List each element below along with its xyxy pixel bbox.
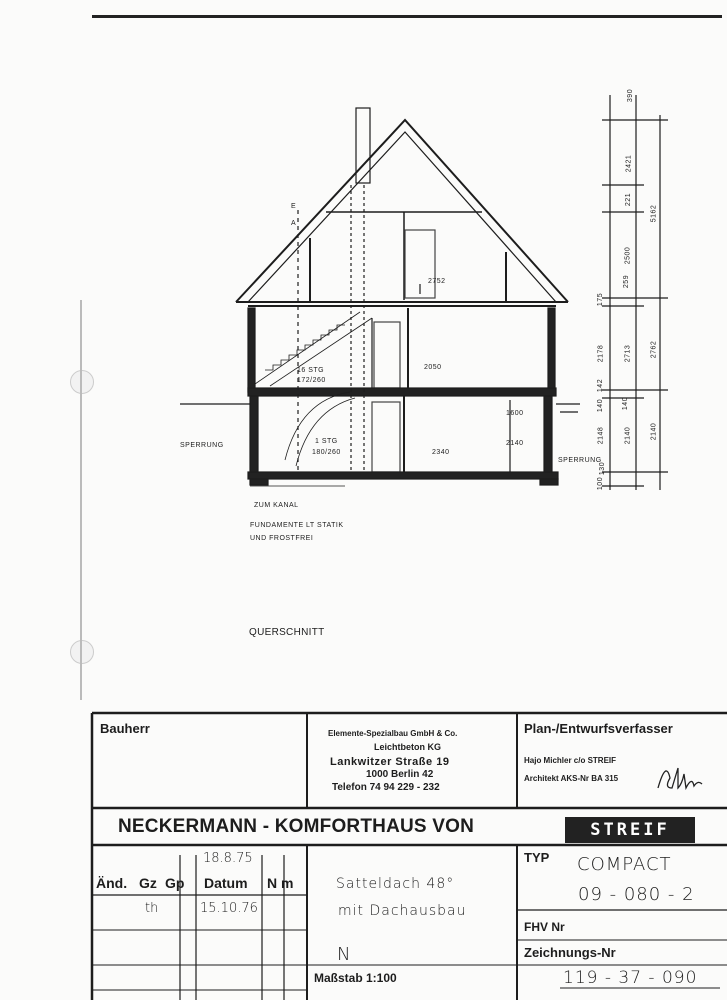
dim-far-7: 175	[597, 292, 605, 307]
roof-extension: mit Dachausbau	[338, 903, 467, 919]
massstab: Maßstab 1:100	[314, 971, 397, 985]
roof-description: Satteldach 48°	[336, 876, 455, 892]
fundamente-note-2: UND FROSTFREI	[250, 535, 314, 542]
label-a: A	[291, 220, 297, 227]
col-datum: Datum	[204, 875, 248, 891]
dim-far-2: 221	[625, 192, 633, 207]
dim-far-3: 5162	[650, 204, 658, 223]
streif-logo: STREIF	[565, 817, 695, 843]
col-aenderung: Änd.	[96, 875, 128, 891]
bauherr-label: Bauherr	[100, 721, 150, 736]
room-lower-height: 2340	[432, 449, 450, 456]
room-upper-height: 2050	[424, 364, 442, 371]
zeichnungs-label: Zeichnungs-Nr	[524, 945, 616, 960]
company-line-4: 1000 Berlin 42	[366, 769, 434, 780]
zeichnungs-value: 119 - 37 - 090	[563, 968, 698, 988]
sperrung-right: SPERRUNG	[558, 457, 602, 464]
row2-date: 15.10.76	[200, 901, 258, 916]
drawing-title: QUERSCHNITT	[249, 627, 325, 638]
dim-far-8: 2178	[597, 344, 605, 363]
stair-lower-steps: 1 STG	[315, 438, 338, 445]
company-line-1: Elemente-Spezialbau GmbH & Co.	[328, 729, 458, 738]
typ-number: 09 - 080 - 2	[578, 884, 695, 905]
dim-far-10: 142	[597, 378, 605, 393]
col-gp: Gp	[165, 875, 185, 891]
dim-far-12: 2140	[650, 422, 658, 441]
north-mark: N	[337, 944, 351, 965]
dim-far-11: 140	[622, 396, 630, 411]
dim-far-16: 130	[599, 461, 607, 476]
zum-kanal: ZUM KANAL	[254, 502, 299, 509]
dim-far-6: 2762	[650, 340, 658, 359]
stair-lower-ratio: 180/260	[312, 449, 341, 456]
fundamente-note-1: FUNDAMENTE LT STATIK	[250, 522, 344, 529]
company-line-2: Leichtbeton KG	[374, 742, 441, 752]
dim-far-14: 140	[597, 398, 605, 413]
lower-dim-a: 2140	[506, 440, 524, 447]
plan-label: Plan-/Entwurfsverfasser	[524, 721, 673, 736]
dim-far-0: 390	[627, 88, 635, 103]
typ-label: TYP	[524, 850, 550, 865]
stair-upper-ratio: 172/260	[297, 377, 326, 384]
roof-dimension: 2752	[428, 278, 446, 285]
lower-dim-b: 1600	[506, 410, 524, 417]
company-line-5: Telefon 74 94 229 - 232	[332, 782, 440, 793]
architect-line-1: Hajo Michler c/o STREIF	[524, 756, 617, 765]
dim-far-17: 100	[597, 476, 605, 491]
date-entry-1: 18.8.75	[203, 851, 253, 866]
dim-far-15: 2140	[624, 426, 632, 445]
dim-far-9: 2713	[624, 344, 632, 363]
dim-far-1: 2421	[625, 154, 633, 173]
architect-line-2: Architekt AKS-Nr BA 315	[524, 774, 619, 783]
company-line-3: Lankwitzer Straße 19	[330, 756, 450, 768]
fhv-label: FHV Nr	[524, 920, 565, 934]
stair-upper-steps: 16 STG	[297, 367, 325, 374]
dim-far-5: 2500	[624, 246, 632, 265]
dim-far-13: 2148	[597, 426, 605, 445]
sperrung-left: SPERRUNG	[180, 442, 224, 449]
label-e: E	[291, 203, 297, 210]
dim-far-4: 259	[623, 274, 631, 289]
col-nm: N m	[267, 875, 294, 891]
col-gz: Gz	[139, 875, 157, 891]
typ-value: COMPACT	[577, 854, 672, 875]
row2-gz: th	[145, 901, 159, 916]
banner-title: NECKERMANN - KOMFORTHAUS VON	[118, 816, 475, 837]
